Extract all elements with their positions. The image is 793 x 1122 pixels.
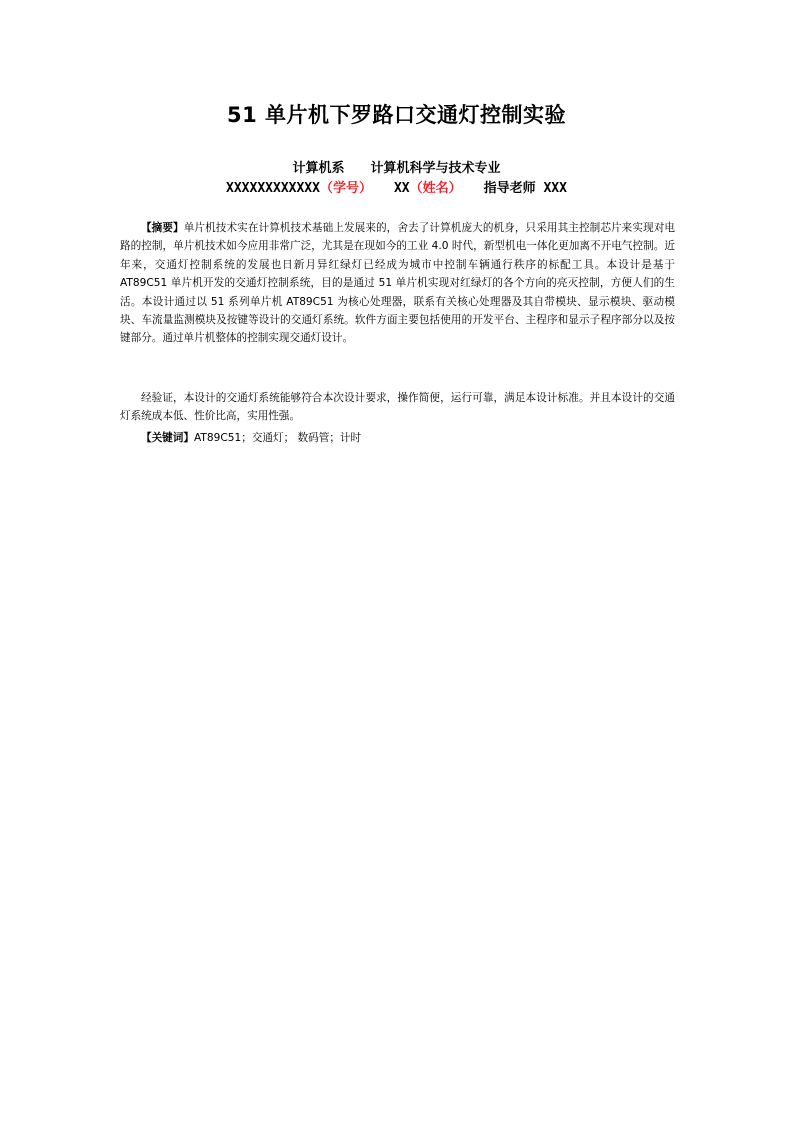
student-name-hint: （姓名） (409, 181, 462, 196)
student-id: XXXXXXXXXXXX (226, 181, 320, 196)
student-name: XX (393, 181, 410, 196)
author-department-line (0, 160, 793, 178)
advisor-name: XXX (543, 181, 567, 196)
department: 计算机系 (292, 161, 345, 176)
keywords-text: AT89C51；交通灯； 数码管；计时 (193, 432, 362, 444)
advisor-label: 指导老师 (483, 181, 536, 196)
conclusion-paragraph: 经验证，本设计的交通灯系统能够符合本次设计要求，操作简便，运行可靠，满足本设计标准。并且本设计的交通灯系统成本低、性价比高，实用性强。 (120, 392, 675, 423)
keywords-label: 【关键词】 (141, 432, 194, 444)
abstract-label: 【摘要】 (141, 222, 184, 234)
author-info-line (0, 180, 793, 198)
student-id-hint: （学号） (319, 181, 372, 196)
keywords-paragraph (120, 429, 675, 447)
abstract-paragraph (120, 219, 675, 348)
abstract-text: 单片机技术实在计算机技术基础上发展来的，舍去了计算机庞大的机身，只采用其主控制芯片来实现对电路的控制，单片机技术如今应用非常广泛，尤其是在现如今的工业 4.0 时代，新型机电一体化更加离不开电气控制。近年来，交通灯控制系统的发展也日新月异红绿灯已经成为城市中控制车辆通行秩序的标配工具。本设计是基于 AT89C51 单片机开发的交通灯控制系统，目的是通过 51 单片机实现对红绿灯的各个方向的亮灭控制，方便人们的生活。本设计通过以 51 系列单片机 AT89C51 为核心处理器，联系有关核心处理器及其自带模块、显示模块、驱动模块、车流量监测模块及按键等设计的交通灯系统。软件方面主要包括使用的开发平台、主程序和显示子程序部分以及按键部分。通过单片机整体的控制实现交通灯设计。 (120, 222, 676, 345)
major: 计算机科学与技术专业 (370, 161, 501, 176)
document-title: 51 单片机下罗路口交通灯控制实验 (226, 103, 567, 127)
